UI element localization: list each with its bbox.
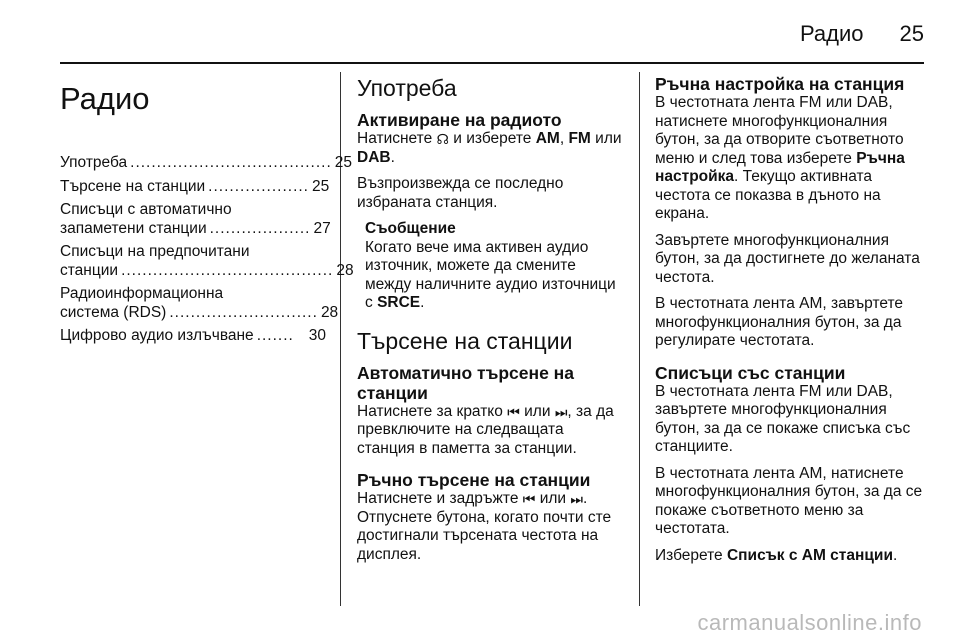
note-text: Когато вече има активен аудио източник, можете да смените между наличните аудио източници с SRCE. (365, 238, 616, 311)
seek-forward-icon: ⏭ (554, 403, 568, 420)
toc-entry-title: Търсене на станции (60, 177, 206, 195)
chapter-title: Радио (60, 81, 150, 116)
heading-activate-radio: Активиране на радиото (357, 110, 562, 130)
toc-leader-dots: ................... (208, 177, 309, 195)
heading-station-lists: Списъци със станции (655, 362, 846, 383)
band-am: AM (535, 130, 560, 147)
toc-page-number: 28 (336, 261, 354, 279)
toc-entry[interactable] (60, 154, 353, 173)
paragraph-manual-tuning: В честотната лента FM или DAB, натиснете многофункционалния бутон, за да отворите съответното меню и след това изберете Ръчна настройка. Текущо активната честота се показва в дъното на екрана. (655, 94, 905, 222)
paragraph-lists-fm: В честотната лента FM или DAB, завъртете многофункционалния бутон, за да се покаже списъка със станциите. (655, 382, 911, 455)
band-fm: FM (568, 130, 591, 147)
heading-manual-tuning: Ръчна настройка на станция (655, 74, 905, 94)
note-box (365, 220, 625, 313)
toc-page-number: 25 (312, 177, 330, 195)
toc-leader-dots: ...................................... (130, 154, 332, 171)
content-column-2 (357, 74, 625, 572)
paragraph-turn-fm: Завъртете многофункционалния бутон, за да достигнете до желаната честота. (655, 231, 920, 286)
heading-station-search: Търсене на станции (357, 327, 573, 354)
toc-entry-text: Радиоинформационна (60, 285, 224, 302)
column-divider-2 (639, 72, 640, 606)
toc-page-number: 28 (320, 303, 339, 321)
toc-entry-text: Списъци на предпочитани (60, 243, 250, 260)
note-title: Съобщение (365, 220, 456, 237)
toc-page-number: 25 (334, 154, 353, 171)
seek-forward-icon: ⏭ (570, 491, 583, 507)
toc-entry-title: запаметени станции (60, 219, 207, 237)
seek-back-icon: ⏮ (522, 491, 536, 507)
toc-entry[interactable] (60, 243, 354, 280)
toc-entry-title: Употреба (60, 154, 128, 171)
heading-manual-search: Ръчно търсене на станции (357, 470, 591, 490)
column-divider-1 (340, 72, 341, 606)
toc-leader-dots: ............................ (169, 303, 318, 321)
toc-entry-title: система (RDS) (60, 303, 167, 321)
band-dab: DAB (357, 148, 391, 166)
radio-icon: ☊ (436, 131, 449, 147)
page-header (800, 14, 924, 54)
toc-entry[interactable] (60, 285, 339, 322)
toc-page-number: 30 (308, 327, 326, 344)
paragraph-lists-am: В честотната лента AM, натиснете многофункционалния бутон, за да се покаже съответното меню за честотата. (655, 464, 923, 537)
toc-column (60, 74, 354, 351)
toc-entry[interactable] (60, 177, 330, 197)
toc-leader-dots: ....... (256, 327, 294, 344)
content-column-3 (655, 74, 925, 573)
toc-entry-title: Цифрово аудио излъчване (60, 327, 254, 344)
am-list-label: Списък с AM станции (726, 546, 893, 564)
table-of-contents (60, 154, 354, 346)
paragraph-release: Отпуснете бутона, когато почти сте достигнали търсената честота на дисплея. (357, 508, 612, 563)
header-rule (60, 62, 924, 64)
toc-entry-title: станции (60, 261, 119, 279)
toc-page-number: 27 (313, 219, 331, 237)
paragraph-replay: Възпроизвежда се последно избраната станция. (357, 175, 564, 211)
watermark: carmanualsonline.info (697, 610, 922, 635)
toc-entry[interactable] (60, 201, 331, 238)
paragraph-turn-am: В честотната лента AM, завъртете многофункционалния бутон, за да регулирате честотата. (655, 295, 904, 349)
heading-auto-search: Автоматично търсене на станции (357, 362, 574, 403)
header-page-number: 25 (899, 21, 924, 46)
header-section-title: Радио (799, 21, 864, 46)
paragraph-manual-search: Натиснете и задръжте ⏮ или ⏭. (357, 490, 588, 507)
paragraph-auto-search: Натиснете за кратко ⏮ или ⏭, за да превключите на следващата станция в паметта за станции. (357, 402, 614, 457)
toc-leader-dots: ................... (209, 219, 311, 237)
paragraph-select: Изберете Списък с AM станции. (655, 546, 898, 564)
manual-tuning-label: Ръчна настройка (655, 149, 905, 185)
heading-use: Употреба (357, 75, 457, 101)
srce-label: SRCE (377, 294, 421, 311)
toc-entry[interactable] (60, 327, 326, 346)
toc-leader-dots: ........................................ (121, 261, 334, 279)
toc-entry-text: Списъци с автоматично (60, 201, 232, 218)
paragraph-activate: Натиснете ☊ и изберете AM, FM или DAB. (357, 130, 622, 166)
seek-back-icon: ⏮ (507, 403, 520, 420)
